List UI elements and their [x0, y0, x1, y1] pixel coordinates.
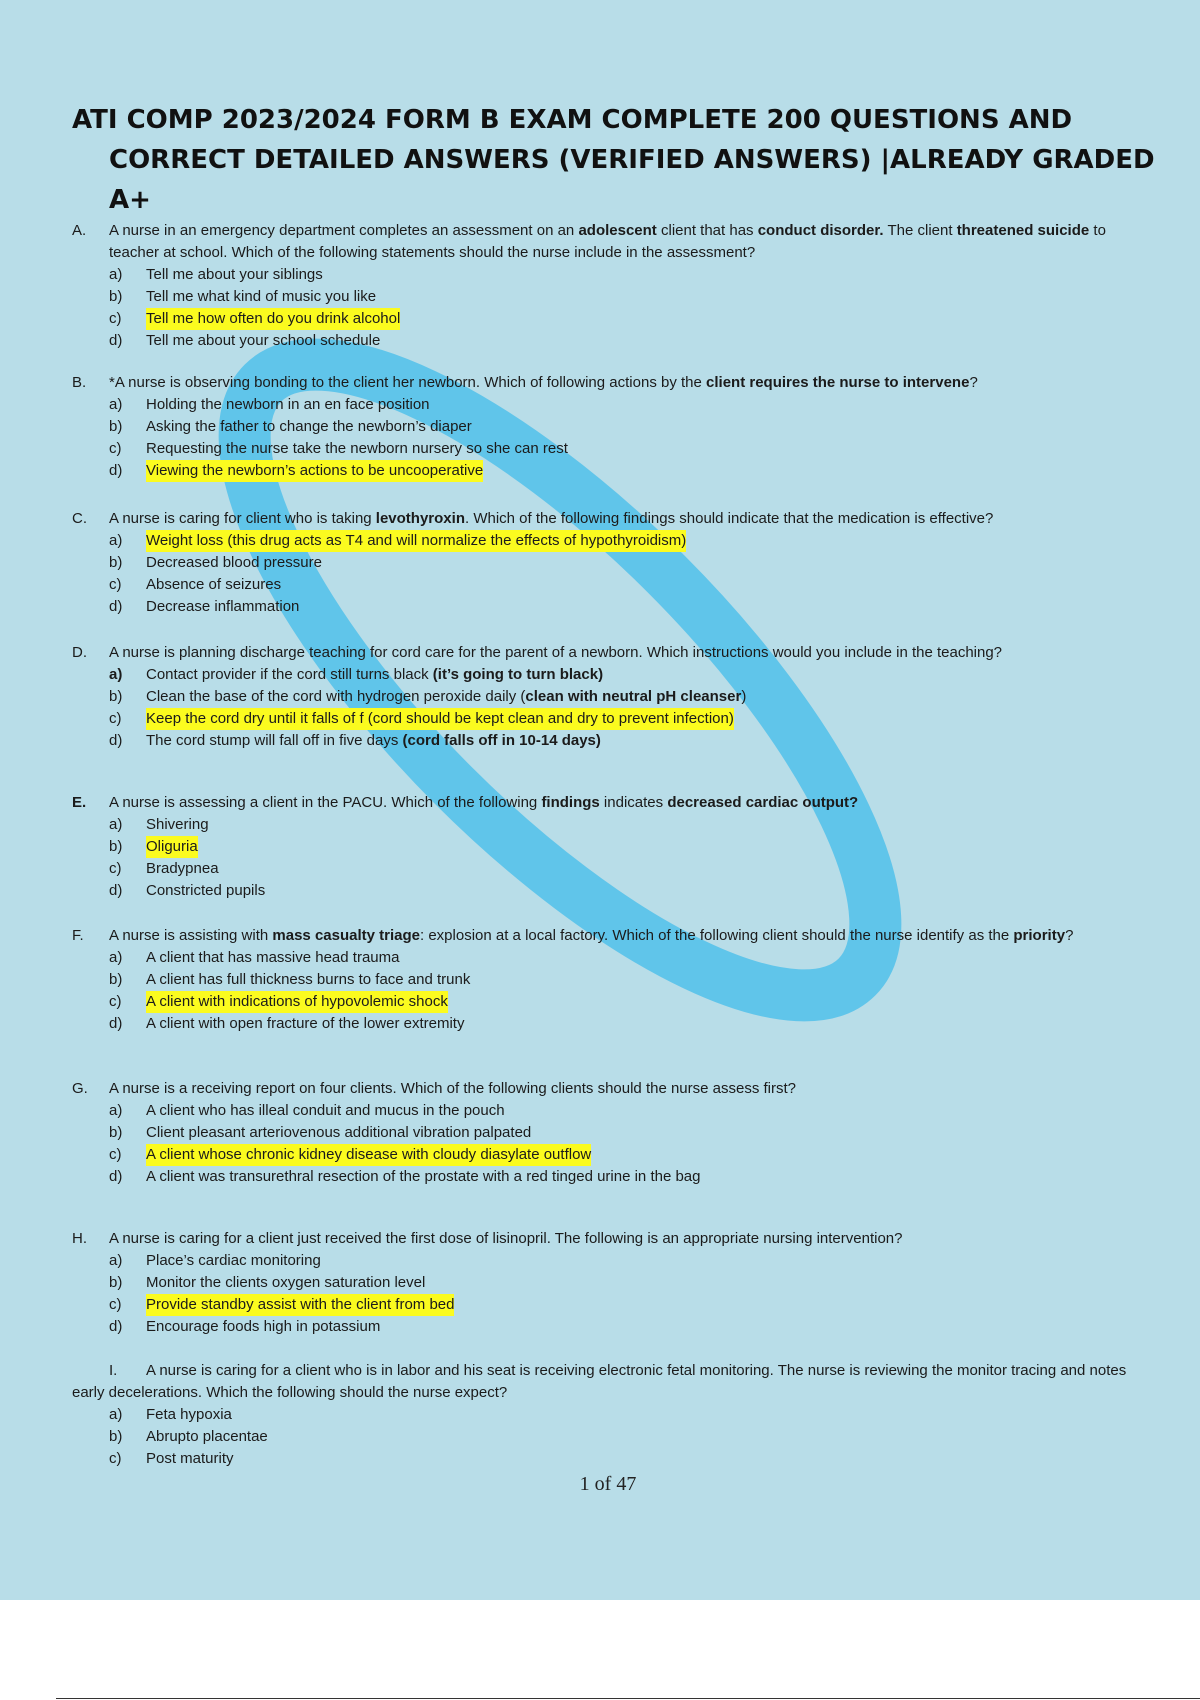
question-letter: E. [72, 794, 87, 811]
answer-option [72, 1426, 1152, 1448]
answer-option [72, 596, 1152, 618]
text-run: A client with open fracture of the lower extremity [146, 1015, 465, 1032]
option-letter: b) [109, 554, 123, 571]
question-stem [72, 642, 1152, 664]
text-run: Provide standby assist with the client from bed [146, 1296, 455, 1313]
option-text [146, 730, 601, 752]
question-letter: H. [72, 1230, 87, 1247]
text-run: adolescent [578, 222, 657, 239]
question-letter: C. [72, 510, 87, 527]
option-letter: d) [109, 1318, 123, 1335]
option-text [146, 416, 472, 438]
question-c [72, 508, 1152, 618]
text-run: . Which of the following findings should indicate that the medication is effective? [464, 510, 994, 527]
option-letter: a) [109, 1252, 123, 1269]
answer-option [72, 969, 1152, 991]
text-run: A client whose chronic kidney disease with cloudy diasylate outflow [146, 1146, 592, 1163]
text-run: Monitor the clients oxygen saturation level [146, 1274, 426, 1291]
answer-option [72, 286, 1152, 308]
option-text [146, 552, 322, 574]
question-letter: G. [72, 1080, 88, 1097]
option-letter: a) [109, 532, 123, 549]
answer-option [72, 1448, 1152, 1470]
text-run: ? [969, 374, 978, 391]
question-i [72, 1360, 1152, 1470]
option-letter: c) [109, 1450, 122, 1467]
text-run: Contact provider if the cord still turns black [146, 666, 433, 683]
text-run: Absence of seizures [146, 576, 282, 593]
answer-option [72, 308, 1152, 330]
text-run: ) [741, 688, 747, 705]
question-letter: F. [72, 927, 84, 944]
option-letter: c) [109, 993, 122, 1010]
answer-option [72, 460, 1152, 482]
question-b [72, 372, 1152, 482]
option-letter: a) [109, 1406, 123, 1423]
text-run: Viewing the newborn’s actions to be uncooperative [146, 462, 484, 479]
option-text [146, 814, 209, 836]
answer-option [72, 1250, 1152, 1272]
text-run: ? [1065, 927, 1074, 944]
option-text [146, 1448, 234, 1470]
option-text [146, 1404, 232, 1426]
text-run: (cord falls off in 10-14 days) [402, 732, 601, 749]
text-run: indicates [599, 794, 668, 811]
text-run: Shivering [146, 816, 209, 833]
option-letter: b) [109, 288, 123, 305]
option-text [146, 1272, 425, 1294]
question-a [72, 220, 1152, 352]
highlighted-answer [146, 836, 198, 858]
text-run: Tell me what kind of music you like [146, 288, 377, 305]
answer-option [72, 991, 1152, 1013]
text-run: decreased cardiac output? [667, 794, 859, 811]
text-run: Client pleasant arteriovenous additional vibration palpated [146, 1124, 532, 1141]
text-run: Decrease inflammation [146, 598, 300, 615]
answer-option [72, 1294, 1152, 1316]
answer-option [72, 1272, 1152, 1294]
text-run: A nurse is caring for a client who is in labor and his seat is receiving electronic fetal monitoring. The nurse is reviewing the monitor tracing and notes early decelerations. Which the following should the nurse expect? [72, 1362, 1127, 1401]
option-letter: b) [109, 1428, 123, 1445]
text-run: (it’s going to turn black) [432, 666, 604, 683]
highlighted-answer [146, 530, 686, 552]
question-letter: B. [72, 374, 87, 391]
text-run: Requesting the nurse take the newborn nursery so she can rest [146, 440, 568, 457]
highlighted-answer [146, 708, 734, 730]
question-stem [72, 220, 1152, 264]
question-text [109, 508, 1152, 530]
option-text [146, 1100, 505, 1122]
question-text [109, 1228, 1152, 1250]
answer-option [72, 814, 1152, 836]
question-e [72, 792, 1152, 902]
option-letter: b) [109, 418, 123, 435]
text-run: A nurse is a receiving report on four clients. Which of the following clients should the nurse assess first? [109, 1080, 797, 1097]
option-text [146, 947, 399, 969]
answer-option [72, 836, 1152, 858]
text-run: Clean the base of the cord with hydrogen peroxide daily ( [146, 688, 526, 705]
answer-option [72, 708, 1152, 730]
text-run: Post maturity [146, 1450, 234, 1467]
option-text [146, 596, 299, 618]
option-letter: c) [109, 710, 122, 727]
text-run: A nurse is planning discharge teaching for cord care for the parent of a newborn. Which instructions would you include in the teaching? [109, 644, 1003, 661]
question-stem [72, 925, 1152, 947]
option-text [146, 1426, 268, 1448]
answer-option [72, 880, 1152, 902]
option-letter: c) [109, 576, 122, 593]
option-text [146, 686, 746, 708]
question-stem [72, 1228, 1152, 1250]
option-letter: b) [109, 1274, 123, 1291]
answer-option [72, 330, 1152, 352]
title-line-2: CORRECT DETAILED ANSWERS (VERIFIED ANSWERS) |ALREADY GRADED A+ [109, 145, 1155, 215]
option-text [146, 1166, 701, 1188]
footer-rule [56, 1698, 1200, 1699]
option-text [146, 969, 470, 991]
highlighted-answer [146, 1294, 454, 1316]
option-letter: a) [109, 949, 123, 966]
text-run: Feta hypoxia [146, 1406, 232, 1423]
option-text [146, 1316, 380, 1338]
text-run: Constricted pupils [146, 882, 266, 899]
answer-option [72, 858, 1152, 880]
option-text [146, 880, 265, 902]
answer-option [72, 438, 1152, 460]
option-letter: a) [109, 666, 123, 683]
text-run: Weight loss (this drug acts as T4 and will normalize the effects of hypothyroidism) [146, 532, 687, 549]
text-run: A client who has illeal conduit and mucus in the pouch [146, 1102, 505, 1119]
text-run: Tell me about your school schedule [146, 332, 381, 349]
text-run: Asking the father to change the newborn’s diaper [146, 418, 472, 435]
option-letter: d) [109, 1168, 123, 1185]
answer-option [72, 530, 1152, 552]
option-letter: b) [109, 688, 123, 705]
option-letter: d) [109, 598, 123, 615]
question-stem [72, 372, 1152, 394]
text-run: The client [883, 222, 957, 239]
question-g [72, 1078, 1152, 1188]
option-letter: d) [109, 732, 123, 749]
answer-option [72, 552, 1152, 574]
highlighted-answer [146, 991, 448, 1013]
question-letter: I. [109, 1362, 118, 1379]
option-text [146, 286, 376, 308]
text-run: levothyroxin [375, 510, 465, 527]
text-run: Decreased blood pressure [146, 554, 322, 571]
option-text [146, 858, 219, 880]
text-run: to teacher at school. Which of the following statements should the nurse include in the assessment? [109, 222, 1106, 261]
answer-option [72, 1316, 1152, 1338]
text-run: Keep the cord dry until it falls of f (cord should be kept clean and dry to prevent infection) [146, 710, 734, 727]
text-run: A nurse is caring for client who is taking [109, 510, 376, 527]
text-run: clean with neutral pH cleanser [525, 688, 742, 705]
answer-option [72, 730, 1152, 752]
option-text [146, 664, 603, 686]
option-letter: d) [109, 332, 123, 349]
option-letter: b) [109, 1124, 123, 1141]
text-run: *A nurse is observing bonding to the client her newborn. Which of following actions by the [109, 374, 707, 391]
option-letter: d) [109, 882, 123, 899]
answer-option [72, 574, 1152, 596]
highlighted-answer [146, 1144, 591, 1166]
text-run: A client has full thickness burns to face and trunk [146, 971, 471, 988]
option-letter: c) [109, 440, 122, 457]
option-text [146, 574, 281, 596]
option-letter: b) [109, 838, 123, 855]
title-line-1: ATI COMP 2023/2024 FORM B EXAM COMPLETE 200 QUESTIONS AND [72, 105, 1073, 135]
answer-option [72, 394, 1152, 416]
text-run: Tell me about your siblings [146, 266, 323, 283]
option-letter: a) [109, 816, 123, 833]
answer-option [72, 1100, 1152, 1122]
answer-option [72, 1404, 1152, 1426]
question-text [109, 925, 1152, 947]
option-text [146, 330, 380, 352]
question-text [109, 220, 1152, 264]
text-run: A client was transurethral resection of the prostate with a red tinged urine in the bag [146, 1168, 701, 1185]
question-stem [72, 508, 1152, 530]
text-run: findings [541, 794, 600, 811]
text-run: conduct disorder. [757, 222, 884, 239]
answer-option [72, 1144, 1152, 1166]
answer-option [72, 264, 1152, 286]
text-run: The cord stump will fall off in five days [146, 732, 403, 749]
highlighted-answer [146, 460, 483, 482]
answer-option [72, 1122, 1152, 1144]
answer-option [72, 686, 1152, 708]
option-letter: a) [109, 1102, 123, 1119]
text-run: Holding the newborn in an en face position [146, 396, 430, 413]
question-d [72, 642, 1152, 752]
answer-option [72, 1013, 1152, 1035]
option-letter: d) [109, 1015, 123, 1032]
text-run: Tell me how often do you drink alcohol [146, 310, 401, 327]
option-text [146, 394, 430, 416]
option-letter: a) [109, 396, 123, 413]
text-run: client requires the nurse to intervene [706, 374, 970, 391]
question-letter: D. [72, 644, 87, 661]
text-run: A client with indications of hypovolemic shock [146, 993, 448, 1010]
option-letter: a) [109, 266, 123, 283]
question-h [72, 1228, 1152, 1338]
question-f [72, 925, 1152, 1035]
question-text [109, 372, 1152, 394]
option-letter: d) [109, 462, 123, 479]
text-run: A nurse is assisting with [109, 927, 273, 944]
text-run: priority [1013, 927, 1066, 944]
text-run: Place’s cardiac monitoring [146, 1252, 321, 1269]
text-run: Oliguria [146, 838, 198, 855]
answer-option [72, 416, 1152, 438]
text-run: threatened suicide [956, 222, 1090, 239]
question-letter: A. [72, 222, 87, 239]
option-letter: c) [109, 860, 122, 877]
option-text [146, 1250, 321, 1272]
text-run: A nurse is assessing a client in the PACU. Which of the following [109, 794, 542, 811]
option-letter: c) [109, 310, 122, 327]
highlighted-answer [146, 308, 400, 330]
option-text [146, 1013, 464, 1035]
text-run: A client that has massive head trauma [146, 949, 400, 966]
question-stem [72, 792, 1152, 814]
option-text [146, 438, 568, 460]
answer-option [72, 1166, 1152, 1188]
question-stem [72, 1078, 1152, 1100]
text-run: Bradypnea [146, 860, 219, 877]
text-run: : explosion at a local factory. Which of the following client should the nurse identify as the [420, 927, 1014, 944]
text-run: A nurse in an emergency department completes an assessment on an [109, 222, 579, 239]
text-run: Encourage foods high in potassium [146, 1318, 381, 1335]
text-run: Abrupto placentae [146, 1428, 268, 1445]
question-text [109, 642, 1152, 664]
text-run: A nurse is caring for a client just received the first dose of lisinopril. The following is an appropriate nursing intervention? [109, 1230, 903, 1247]
page-number: 1 of 47 [579, 1473, 637, 1495]
question-text [109, 792, 1152, 814]
text-run: mass casualty triage [272, 927, 420, 944]
option-text [146, 264, 323, 286]
question-stem [72, 1360, 1152, 1404]
option-letter: b) [109, 971, 123, 988]
option-text [146, 1122, 531, 1144]
option-letter: c) [109, 1296, 122, 1313]
answer-option [72, 947, 1152, 969]
answer-option [72, 664, 1152, 686]
page-title [72, 100, 1162, 220]
option-letter: c) [109, 1146, 122, 1163]
question-text [109, 1078, 1152, 1100]
text-run: client that has [656, 222, 758, 239]
